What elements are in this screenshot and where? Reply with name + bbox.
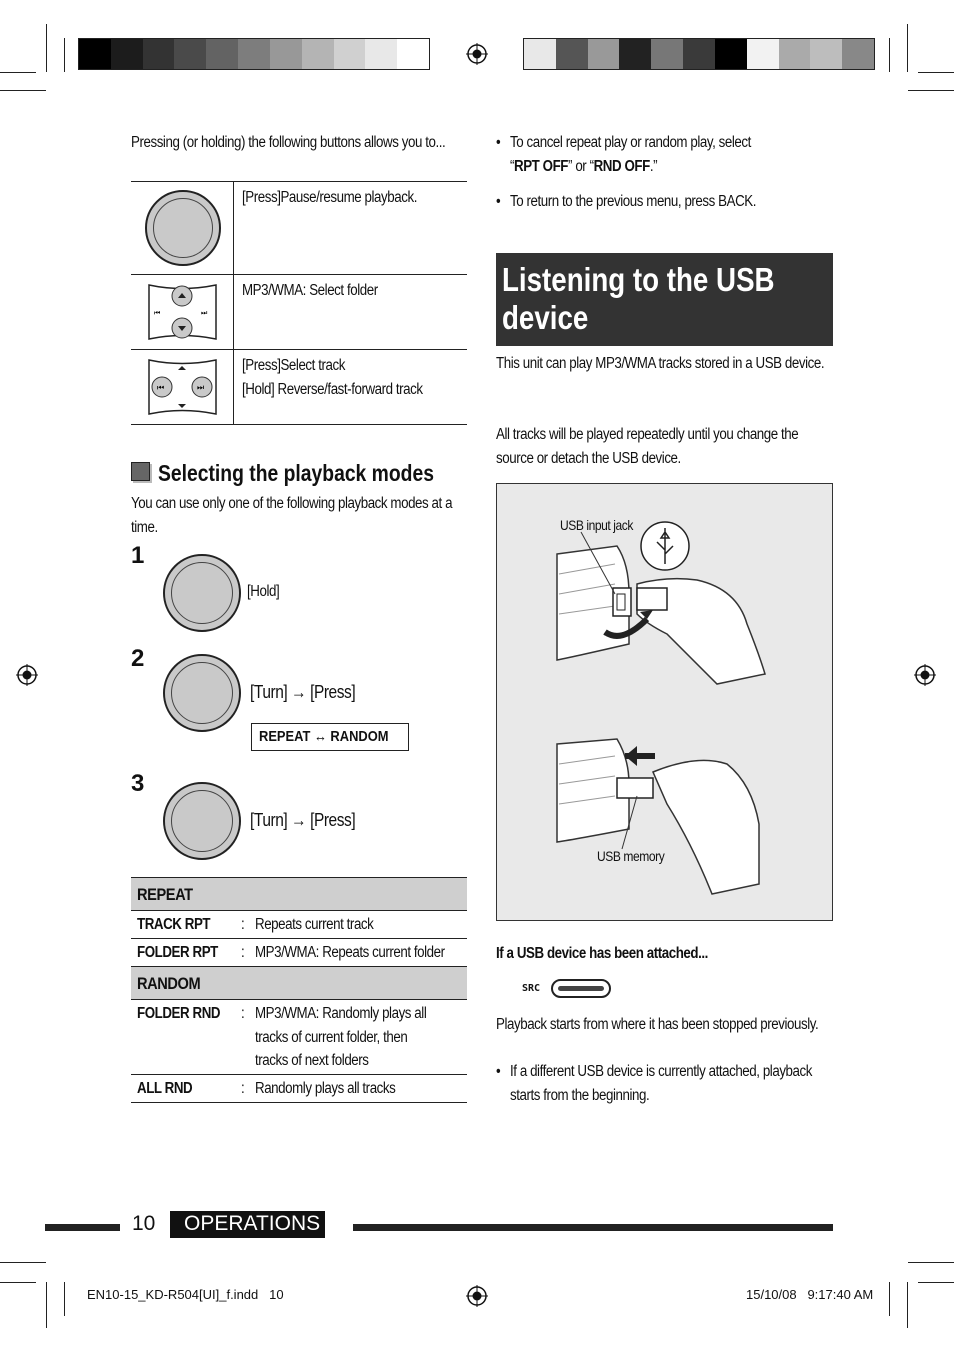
step-number: 3	[131, 770, 145, 797]
footer-rule-right	[353, 1224, 833, 1231]
mode-desc-line: tracks of next folders	[255, 1052, 369, 1069]
svg-text:⏮: ⏮	[154, 309, 161, 317]
button-row-folder	[131, 275, 467, 350]
rpt-off-label: RPT OFF	[514, 157, 569, 175]
registration-mark-icon	[16, 664, 38, 686]
button-row-text	[242, 354, 466, 401]
svg-text:⏭: ⏭	[201, 309, 208, 317]
mode-row	[131, 1075, 467, 1103]
button-table	[131, 181, 467, 425]
repeat-header-label: REPEAT	[137, 885, 193, 904]
bullet-line: “RPT OFF” or “RND OFF.”	[510, 157, 658, 175]
usb-illustration	[496, 483, 833, 921]
color-bar-left	[78, 38, 430, 70]
control-dial-icon	[145, 190, 221, 266]
button-row-play	[131, 182, 467, 275]
mode-desc: MP3/WMA: Repeats current folder	[255, 944, 445, 961]
mode-desc-line: MP3/WMA: Randomly plays all	[255, 1005, 427, 1022]
label-usb-input-jack: USB input jack	[560, 517, 633, 533]
bullet-cancel-repeat	[510, 131, 837, 178]
slug-file: EN10-15_KD-R504[UI]_f.indd 10	[87, 1287, 284, 1302]
up-down-folder-buttons-icon	[146, 282, 219, 342]
page-heading	[502, 261, 775, 337]
section-square-icon	[131, 462, 150, 481]
button-row-text: [Press]Pause/resume playback.	[242, 189, 417, 206]
mode-row	[131, 938, 467, 966]
heading-box	[496, 253, 833, 346]
bullet-line: To cancel repeat play or random play, select	[510, 134, 751, 151]
button-row-line: [Hold] Reverse/fast-forward track	[242, 380, 423, 398]
bullet-dot: •	[496, 134, 501, 151]
button-row-line: [Press]Select track	[242, 357, 345, 374]
control-dial-icon	[163, 554, 241, 632]
intro-text: Pressing (or holding) the following buttons allows you to...	[131, 134, 446, 151]
mode-desc: Repeats current track	[255, 916, 374, 933]
slug-date: 15/10/08 9:17:40 AM	[746, 1287, 874, 1302]
crop-mark	[889, 1282, 890, 1316]
attached-heading: If a USB device has been attached...	[496, 945, 708, 962]
registration-mark-icon	[914, 664, 936, 686]
mode-sep: :	[241, 1080, 245, 1097]
registration-mark-icon	[466, 43, 488, 65]
crop-mark	[889, 38, 890, 72]
crop-mark	[0, 1262, 46, 1263]
mode-name: FOLDER RND	[137, 1005, 221, 1022]
page-heading-line: device	[502, 299, 589, 336]
crop-mark	[918, 1282, 954, 1283]
section-title: Selecting the playback modes	[158, 460, 434, 486]
mode-sep: :	[241, 916, 245, 933]
section-tab	[170, 1211, 325, 1238]
button-row-icon-cell	[131, 275, 234, 349]
bullet-different-device: If a different USB device is currently attached, playback starts from the beginning.	[510, 1063, 813, 1104]
crop-mark	[64, 38, 65, 72]
src-label: SRC	[522, 983, 541, 994]
mode-name: ALL RND	[137, 1080, 193, 1097]
control-dial-icon	[163, 654, 241, 732]
section-tab-label: OPERATIONS	[184, 1212, 321, 1235]
button-row-text: MP3/WMA: Select folder	[242, 282, 378, 299]
usb-para-1: This unit can play MP3/WMA tracks stored in a USB device.	[496, 355, 825, 372]
page-heading-line: Listening to the USB	[502, 261, 775, 298]
crop-mark	[0, 72, 36, 73]
mode-sep: :	[241, 1005, 245, 1022]
step-number: 2	[131, 645, 145, 672]
svg-text:⏭: ⏭	[197, 383, 205, 392]
usb-para-2: All tracks will be played repeatedly until you change the source or detach the USB device.	[496, 426, 799, 467]
section-intro: You can use only one of the following playback modes at a time.	[131, 495, 453, 536]
crop-mark	[46, 1282, 47, 1328]
mode-row	[131, 910, 467, 939]
crop-mark	[0, 1282, 36, 1283]
crop-mark	[918, 72, 954, 73]
label-usb-memory: USB memory	[597, 848, 665, 864]
src-button-icon	[551, 979, 611, 998]
repeat-header	[131, 877, 467, 911]
crop-mark	[907, 24, 908, 72]
usb-connect-drawing	[497, 484, 832, 920]
playback-text: Playback starts from where it has been stopped previously.	[496, 1016, 819, 1033]
button-row-icon-cell	[131, 350, 234, 424]
step-text: [Hold]	[247, 583, 280, 600]
mode-name: TRACK RPT	[137, 916, 211, 933]
crop-mark	[907, 1282, 908, 1328]
footer-rule-left	[45, 1224, 120, 1231]
random-header-label: RANDOM	[137, 974, 201, 993]
mode-desc	[255, 1002, 426, 1073]
mode-sep: :	[241, 944, 245, 961]
registration-mark-icon	[466, 1285, 488, 1307]
crop-mark	[908, 90, 954, 91]
step-text: [Turn] → [Press]	[250, 682, 356, 702]
random-header	[131, 966, 467, 1000]
mode-desc: Randomly plays all tracks	[255, 1080, 396, 1097]
mode-toggle-box	[251, 723, 409, 751]
crop-mark	[46, 24, 47, 72]
step-text: [Turn] → [Press]	[250, 810, 356, 830]
page-number: 10	[132, 1212, 156, 1235]
bullet-back: To return to the previous menu, press BACK.	[510, 193, 757, 210]
mode-name: FOLDER RPT	[137, 944, 218, 961]
bullet-dot: •	[496, 193, 501, 210]
step-number: 1	[131, 542, 145, 569]
color-bar-right	[523, 38, 875, 70]
svg-text:⏮: ⏮	[157, 383, 165, 392]
button-row-track	[131, 350, 467, 425]
mode-desc-line: tracks of current folder, then	[255, 1028, 408, 1046]
mode-row	[131, 999, 467, 1075]
left-right-track-buttons-icon	[146, 357, 219, 417]
crop-mark	[64, 1282, 65, 1316]
rnd-off-label: RND OFF	[593, 157, 650, 175]
crop-mark	[908, 1262, 954, 1263]
bullet-dot: •	[496, 1063, 501, 1080]
mode-toggle-label: REPEAT ↔ RANDOM	[259, 728, 389, 745]
control-dial-icon	[163, 782, 241, 860]
button-row-icon-cell	[131, 182, 234, 274]
crop-mark	[0, 90, 46, 91]
